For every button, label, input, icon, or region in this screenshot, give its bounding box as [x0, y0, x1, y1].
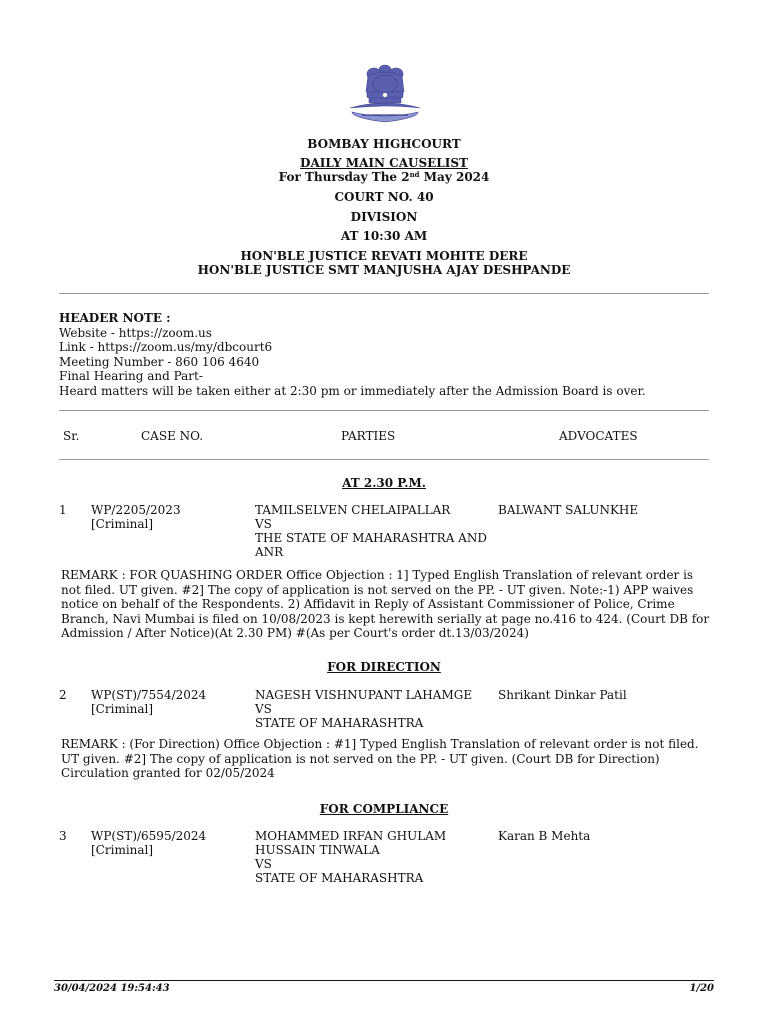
case-advocate: BALWANT SALUNKHE — [498, 503, 639, 517]
judge-name: HON'BLE JUSTICE SMT MANJUSHA AJAY DESHPANDE — [197, 263, 571, 277]
header-note-line: Heard matters will be taken either at 2:30 pm or immediately after the Admission Board is over. — [59, 383, 646, 398]
court-number: COURT NO. 40 — [334, 190, 434, 204]
case-remark: REMARK : FOR QUASHING ORDER Office Objection : 1] Typed English Translation of relevant order is not filed. UT given. #2] The copy of application is not served on the PP. - UT given. Note:-1) APP waives notice on behalf of the Respondents. 2) Affidavit in Reply of Assistant Commissioner of Police, Crime Branch, Navi Mumbai is filed on 10/08/2023 is kept herewith serially at page no.416 to 424. (Court DB for Admission / After Notice)(At 2.30 PM) #(As per Court's order dt.13/03/2024) — [61, 568, 710, 640]
bench-type: DIVISION — [350, 210, 418, 224]
case-advocate: Shrikant Dinkar Patil — [498, 688, 627, 702]
list-date — [0, 170, 768, 184]
header-note-line: Website - https://zoom.us — [59, 325, 212, 340]
case-parties — [255, 829, 446, 885]
section-title: AT 2.30 P.M. — [342, 476, 426, 490]
section-title: FOR COMPLIANCE — [319, 802, 449, 816]
column-header-sr: Sr. — [63, 429, 80, 443]
section-title: FOR DIRECTION — [327, 660, 441, 674]
header-note-line: Meeting Number - 860 106 4640 — [59, 354, 260, 369]
case-parties — [255, 503, 487, 559]
list-date-main: For Thursday The 2 — [278, 170, 410, 184]
case-number-text: WP(ST)/7554/2024 — [91, 688, 207, 702]
case-sr: 2 — [59, 688, 67, 702]
page-number: 1/20 — [689, 983, 714, 994]
party-line: ANR — [255, 545, 284, 559]
footer-rule — [54, 980, 714, 981]
judge-name: HON'BLE JUSTICE REVATI MOHITE DERE — [240, 249, 528, 263]
case-remark: REMARK : (For Direction) Office Objection : #1] Typed English Translation of relevant order is not filed. UT given. #2] The copy of application is not served on the PP. - UT given. (Court DB for Direction) Circulation granted for 02/05/2024 — [61, 737, 699, 780]
party-line: VS — [255, 857, 272, 871]
party-line: MOHAMMED IRFAN GHULAM — [255, 829, 447, 843]
ashoka-emblem-icon — [344, 62, 426, 130]
case-type: [Criminal] — [91, 843, 154, 857]
case-number — [91, 829, 206, 857]
party-line: HUSSAIN TINWALA — [255, 843, 380, 857]
case-sr: 1 — [59, 503, 67, 517]
header-note-line: Link - https://zoom.us/my/dbcourt6 — [59, 340, 273, 354]
party-line: NAGESH VISHNUPANT LAHAMGE — [255, 688, 473, 702]
party-line: TAMILSELVEN CHELAIPALLAR — [255, 503, 451, 517]
case-parties — [255, 688, 472, 730]
party-line: VS — [255, 517, 272, 531]
case-sr: 3 — [59, 829, 67, 843]
divider — [59, 410, 709, 411]
party-line: STATE OF MAHARASHTRA — [255, 871, 424, 885]
case-number — [91, 688, 206, 716]
party-line: STATE OF MAHARASHTRA — [255, 716, 424, 730]
column-header-parties: PARTIES — [341, 429, 396, 443]
column-header-advocates: ADVOCATES — [559, 429, 638, 443]
header-note-title: HEADER NOTE : — [59, 311, 171, 325]
case-number — [91, 503, 181, 531]
list-title: DAILY MAIN CAUSELIST — [300, 156, 468, 170]
header-note — [59, 311, 719, 398]
party-line: THE STATE OF MAHARASHTRA AND — [255, 531, 487, 545]
date-ordinal: nd — [409, 170, 420, 179]
divider — [59, 293, 709, 294]
column-header-case-no: CASE NO. — [141, 429, 204, 443]
party-line: VS — [255, 702, 272, 716]
court-name: BOMBAY HIGHCOURT — [307, 137, 461, 151]
case-advocate: Karan B Mehta — [498, 829, 591, 843]
footer-timestamp: 30/04/2024 19:54:43 — [54, 983, 170, 994]
list-date-suffix: May 2024 — [419, 170, 490, 184]
sitting-time: AT 10:30 AM — [340, 229, 428, 243]
divider — [59, 459, 709, 460]
case-number-text: WP(ST)/6595/2024 — [91, 829, 207, 843]
case-type: [Criminal] — [91, 517, 154, 531]
case-type: [Criminal] — [91, 702, 154, 716]
header-note-line: Final Hearing and Part- — [59, 369, 203, 383]
case-number-text: WP/2205/2023 — [91, 503, 181, 517]
